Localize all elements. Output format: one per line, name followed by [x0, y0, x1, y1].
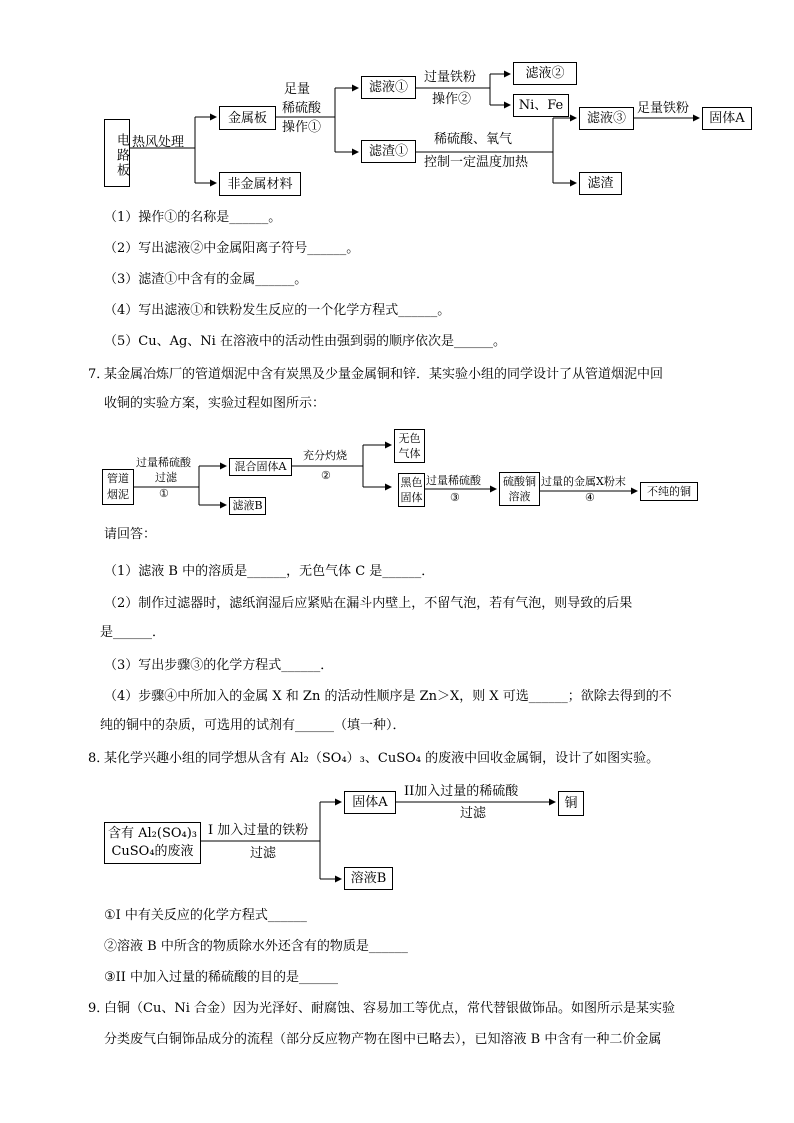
step1-iron-label: I 加入过量的铁粉	[208, 823, 309, 838]
q7-stem-line1: 某金属冶炼厂的管道烟泥中含有炭黑及少量金属铜和锌．某实验小组的同学设计了从管道烟泥中回	[104, 367, 664, 382]
solid-a-box-8: 固体A	[344, 791, 396, 814]
q9-stem-line1: 白铜（Cu、Ni 合金）因为光泽好、耐腐蚀、容易加工等优点，常代替银做饰品。如图所示是某实验	[104, 1001, 675, 1016]
solid-a-box: 固体A	[702, 107, 752, 130]
step2-label-b: ②	[321, 469, 331, 482]
q7-sub4-line1: （4）步骤④中所加入的金属 X 和 Zn 的活动性顺序是 Zn＞X，则 X 可选______；欲除去得到的不	[104, 689, 672, 704]
filtrate1-box: 滤液①	[361, 76, 416, 99]
step3-label-a: 过量稀硫酸	[426, 474, 481, 487]
solution-b-box: 溶液B	[344, 867, 393, 890]
op2-label: 操作②	[432, 92, 472, 107]
step1-label-c: ①	[159, 487, 169, 500]
step3-label-b: ③	[450, 491, 460, 504]
mixed-solid-a-box: 混合固体A	[229, 458, 292, 476]
copper-box: 铜	[558, 791, 584, 816]
q7-stem-line2: 收铜的实验方案，实验过程如图所示：	[104, 396, 326, 411]
q8-sub2: ②溶液 B 中所含的物质除水外还含有的物质是______	[104, 939, 408, 954]
copper-sulfate-box: 硫酸铜溶液	[499, 472, 540, 506]
residue1-box: 滤渣①	[361, 140, 416, 163]
step2-acid-label: II加入过量的稀硫酸	[404, 784, 519, 799]
circuit-board-box: 电路板	[104, 119, 130, 187]
q8-stem: 某化学兴趣小组的同学想从含有 Al₂（SO₄）₃、CuSO₄ 的废液中回收金属铜，设计了如图实验。	[104, 751, 660, 766]
waste-liquid-box	[104, 822, 201, 864]
q7-sub3: （3）写出步骤③的化学方程式______．	[104, 658, 334, 673]
waste-line-1: 含有 Al₂(SO₄)₃	[107, 826, 198, 841]
nonmetal-box: 非金属材料	[219, 172, 301, 196]
colorless-gas-box: 无色气体	[394, 429, 425, 463]
q9-number: 9．	[88, 1001, 110, 1016]
q7-sub4-line2: 纯的铜中的杂质，可选用的试剂有______（填一种）．	[100, 718, 406, 733]
residue-box: 滤渣	[579, 172, 622, 195]
q7-sub2-line2: 是______．	[100, 625, 166, 640]
step4-label-a: 过量的金属X粉末	[541, 475, 626, 488]
temp-control-label: 控制一定温度加热	[424, 155, 529, 170]
q8-sub3: ③II 中加入过量的稀硫酸的目的是______	[104, 970, 339, 985]
ni-fe-box: Ni、Fe	[513, 94, 569, 117]
black-solid-box: 黑色固体	[398, 473, 425, 507]
step2-filter-label: 过滤	[460, 806, 487, 821]
acid-label-2: 稀硫酸	[282, 101, 322, 116]
impure-copper-box: 不纯的铜	[640, 482, 698, 501]
q7-sub1: （1）滤液 B 中的溶质是______，无色气体 C 是______．	[104, 564, 435, 579]
q6-sub5: （5）Cu、Ag、Ni 在溶液中的活动性由强到弱的顺序依次是______。	[104, 334, 506, 349]
q7-number: 7．	[88, 367, 110, 382]
q7-sub2-line1: （2）制作过滤器时，滤纸润湿后应紧贴在漏斗内壁上，不留气泡，若有气泡，则导致的后果	[104, 596, 633, 611]
pipe-mud-box: 管道烟泥	[102, 469, 134, 505]
q8-sub1: ①I 中有关反应的化学方程式______	[104, 908, 307, 923]
q8-number: 8．	[88, 751, 110, 766]
q6-sub1: （1）操作①的名称是______。	[104, 210, 282, 225]
step4-label-b: ④	[585, 491, 595, 504]
acid-oxygen-label: 稀硫酸、氧气	[434, 132, 513, 147]
filtrate-b-box: 滤液B	[229, 497, 266, 515]
q6-sub3: （3）滤渣①中含有的金属______。	[104, 272, 308, 287]
iron-powder-label: 过量铁粉	[424, 70, 477, 85]
metal-plate-box: 金属板	[219, 106, 276, 130]
op1-label: 操作①	[282, 120, 322, 135]
step1-label-a: 过量稀硫酸	[136, 456, 191, 469]
acid-label-1: 足量	[284, 82, 311, 97]
step1-filter-label: 过滤	[250, 846, 277, 861]
q9-stem-line2: 分类废气白铜饰品成分的流程（部分反应物产物在图中已略去），已知溶液 B 中含有一种二价金属	[104, 1032, 662, 1047]
step1-label-b: 过滤	[155, 471, 177, 484]
filtrate2-box: 滤液②	[513, 62, 577, 85]
filtrate3-box: 滤液③	[579, 107, 634, 130]
waste-line-2: CuSO₄的废液	[111, 844, 194, 859]
q7-answer-intro: 请回答：	[104, 527, 157, 542]
iron-powder-2-label: 足量铁粉	[637, 101, 690, 116]
hot-air-label: 热风处理	[132, 135, 185, 150]
step2-label-a: 充分灼烧	[303, 449, 347, 462]
q6-sub4: （4）写出滤液①和铁粉发生反应的一个化学方程式______。	[104, 303, 451, 318]
q6-sub2: （2）写出滤液②中金属阳离子符号______。	[104, 241, 360, 256]
